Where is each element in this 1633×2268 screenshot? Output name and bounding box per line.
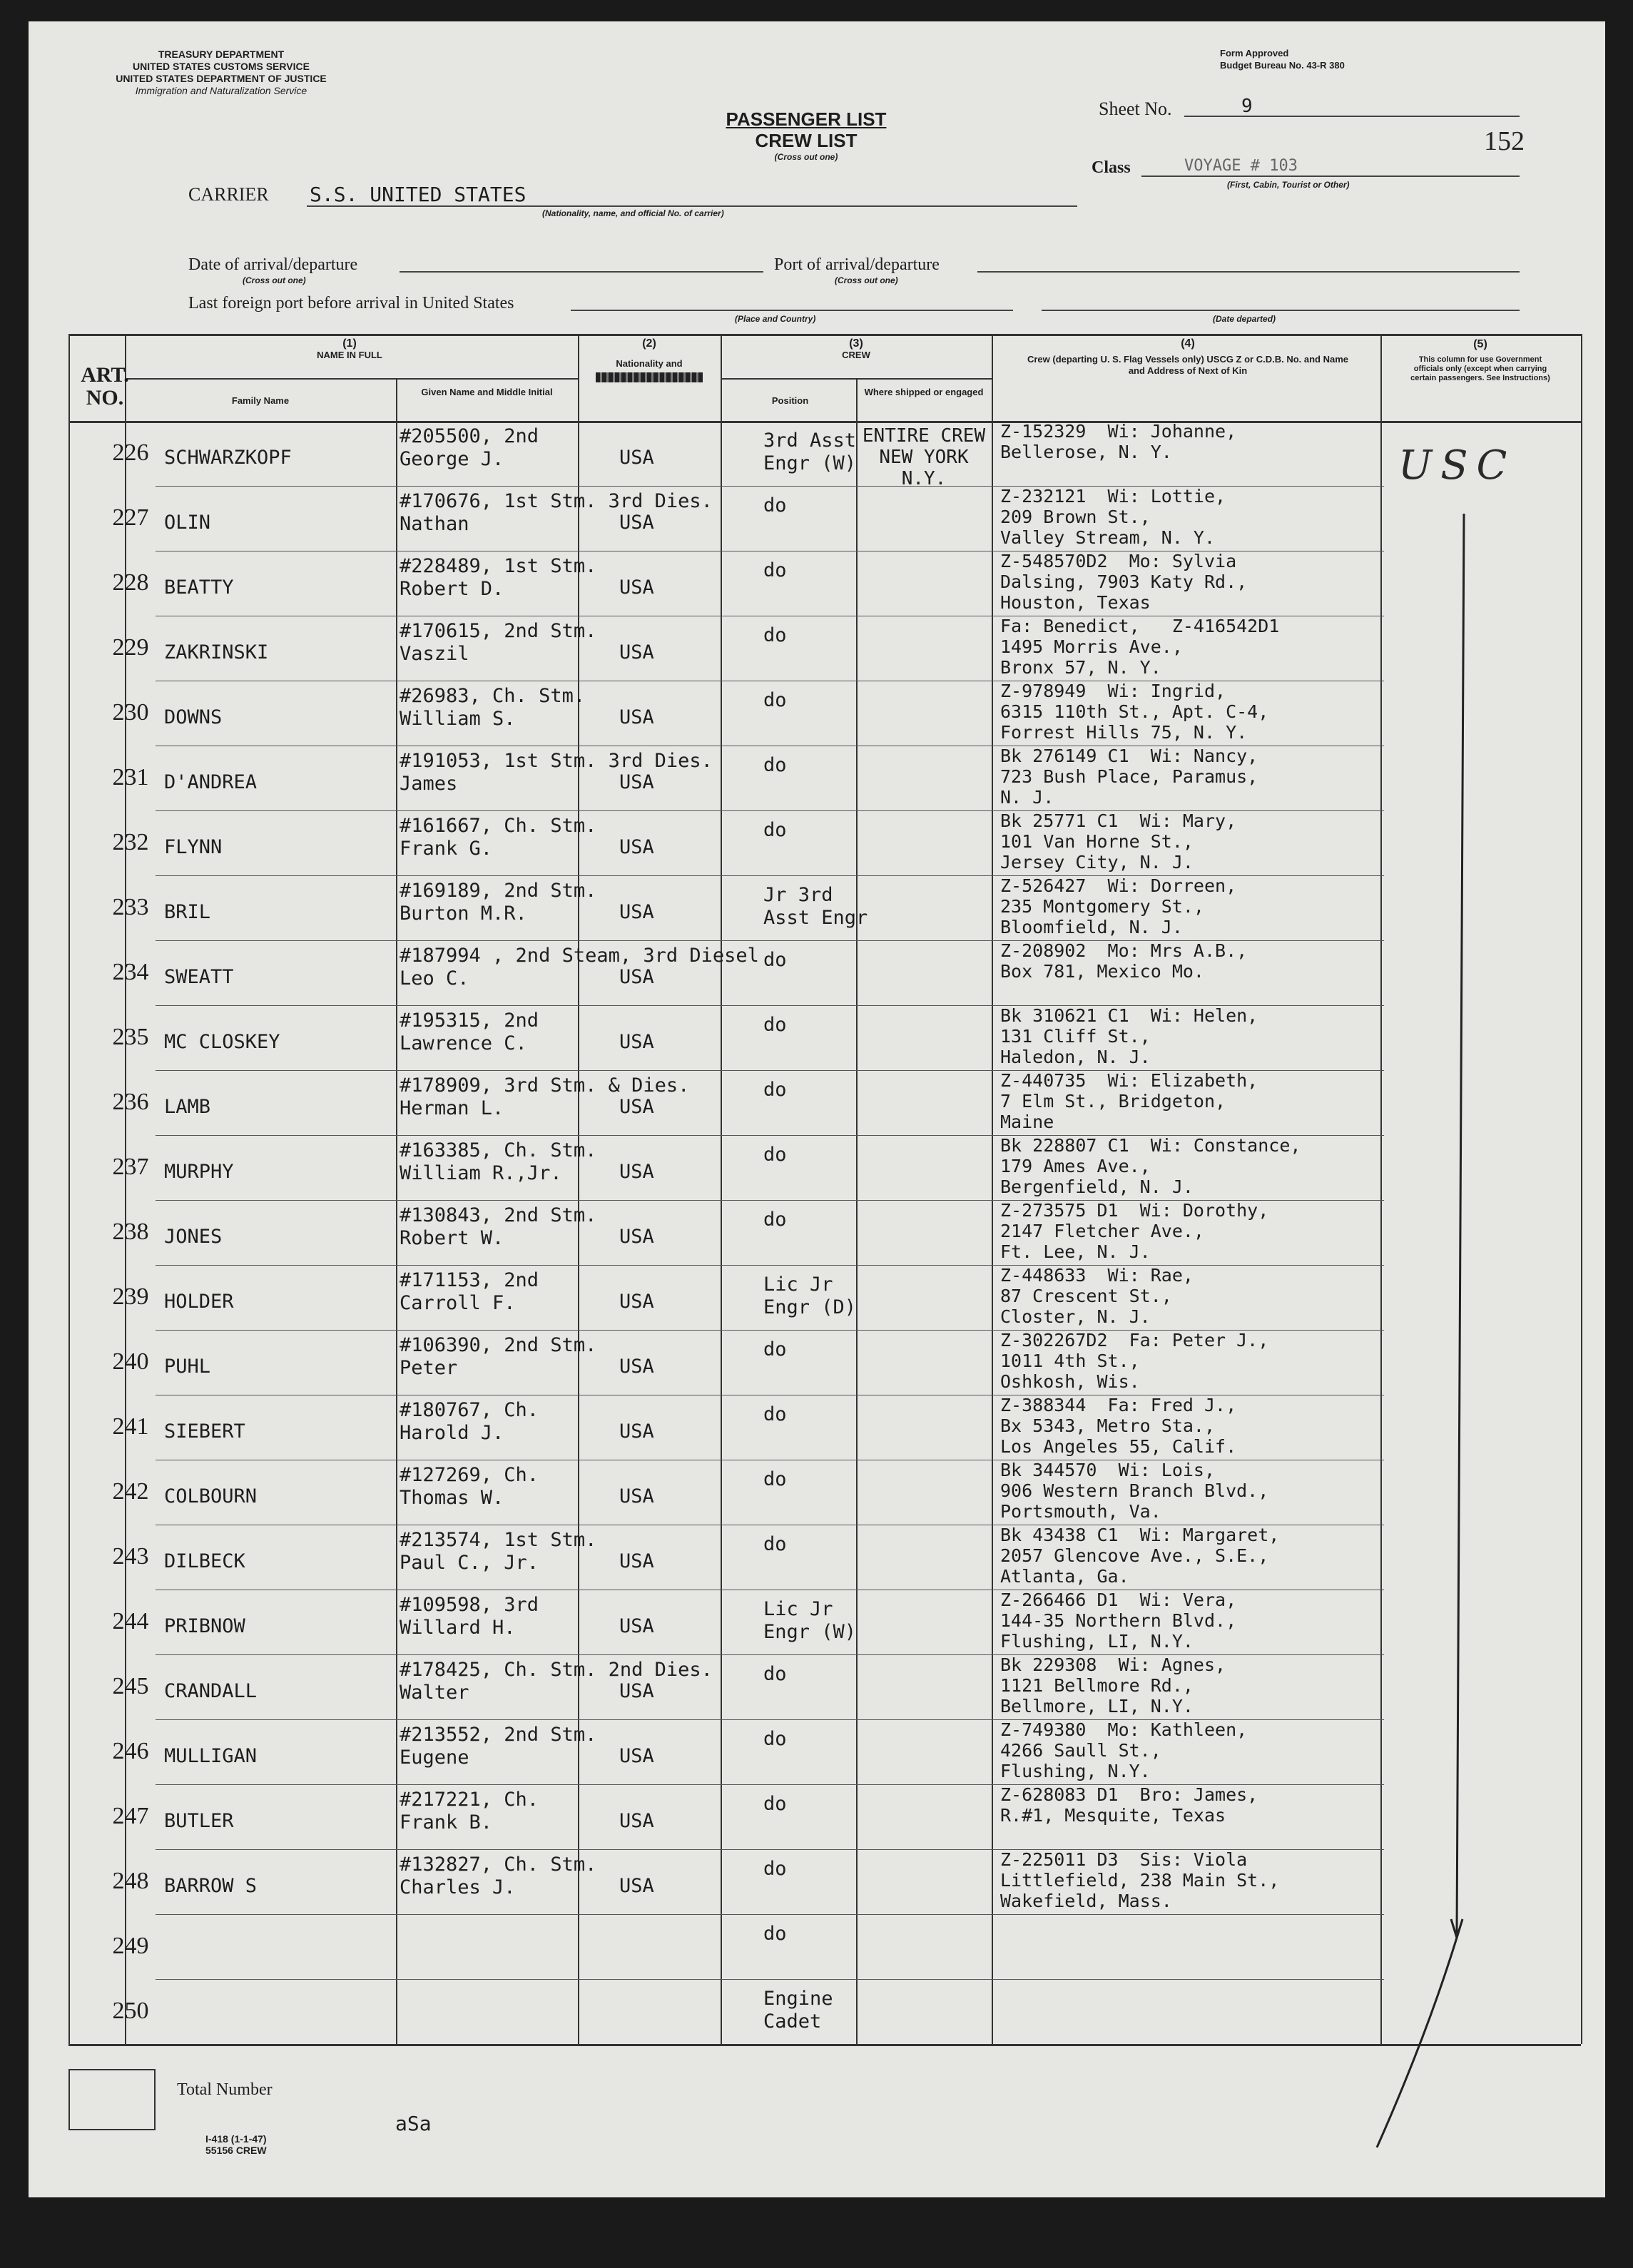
- crew-position: do: [763, 754, 787, 776]
- given-name: #213574, 1st Stm. Paul C., Jr.: [400, 1529, 597, 1574]
- title-crew-list: CREW LIST: [755, 130, 858, 151]
- art-number: 235: [112, 1024, 149, 1050]
- family-name: HOLDER: [164, 1291, 234, 1313]
- family-name: MURPHY: [164, 1161, 234, 1183]
- last-port-underline: [571, 310, 1013, 311]
- art-number: 245: [112, 1673, 149, 1699]
- art-number: 236: [112, 1089, 149, 1115]
- given-name: #161667, Ch. Stm. Frank G.: [400, 815, 597, 860]
- nationality: USA: [619, 1420, 654, 1443]
- next-of-kin: Bk 43438 C1 Wi: Margaret, 2057 Glencove Ave., S.E., Atlanta, Ga.: [1000, 1525, 1280, 1587]
- given-name: #228489, 1st Stm. Robert D.: [400, 555, 597, 600]
- family-name: MULLIGAN: [164, 1745, 258, 1767]
- crew-position: do: [763, 1338, 787, 1361]
- col4-header: [999, 338, 1377, 377]
- total-number-box: [68, 2069, 156, 2130]
- family-name: PRIBNOW: [164, 1615, 245, 1637]
- sheet-underline: [1184, 116, 1520, 117]
- col3-header: [724, 338, 988, 361]
- carrier-note: (Nationality, name, and official No. of carrier): [542, 208, 724, 218]
- next-of-kin: Z-978949 Wi: Ingrid, 6315 110th St., Apt. C-4, Forrest Hills 75, N. Y.: [1000, 681, 1269, 743]
- col4-number: (4): [1181, 337, 1195, 350]
- nationality: USA: [619, 1810, 654, 1832]
- next-of-kin: Z-302267D2 Fa: Peter J., 1011 4th St., Oshkosh, Wis.: [1000, 1330, 1269, 1392]
- crew-position: do: [763, 1209, 787, 1231]
- col5-header: [1384, 338, 1577, 383]
- given-name: #163385, Ch. Stm. William R.,Jr.: [400, 1139, 597, 1184]
- art-number: 226: [112, 439, 149, 466]
- given-name: #170615, 2nd Stm. Vaszil: [400, 620, 597, 665]
- family-name: LAMB: [164, 1096, 211, 1118]
- art-number: 239: [112, 1283, 149, 1310]
- family-name: BEATTY: [164, 576, 234, 599]
- crew-position: do: [763, 1728, 787, 1750]
- next-of-kin: Z-232121 Wi: Lottie, 209 Brown St., Valley Stream, N. Y.: [1000, 486, 1226, 548]
- family-name: ZAKRINSKI: [164, 641, 269, 663]
- nationality: USA: [619, 836, 654, 858]
- art-number: 243: [112, 1543, 149, 1570]
- port-note: (Cross out one): [835, 275, 898, 285]
- family-name: DILBECK: [164, 1550, 245, 1572]
- crew-position: do: [763, 689, 787, 711]
- crew-position: do: [763, 1014, 787, 1036]
- family-name: DOWNS: [164, 706, 223, 728]
- crew-position: do: [763, 1663, 787, 1685]
- next-of-kin: Z-152329 Wi: Johanne, Bellerose, N. Y.: [1000, 421, 1237, 462]
- agency-header: [71, 49, 371, 97]
- given-name: #217221, Ch. Frank B.: [400, 1789, 539, 1834]
- col5-title: This column for use Government officials only (except when carrying certain passengers. See Instructions): [1410, 355, 1550, 382]
- official-mark: USC: [1398, 442, 1516, 489]
- next-of-kin: Z-548570D2 Mo: Sylvia Dalsing, 7903 Katy Rd., Houston, Texas: [1000, 551, 1248, 613]
- given-name: #170676, 1st Stm. 3rd Dies. Nathan: [400, 490, 713, 535]
- col2-header: [581, 338, 717, 382]
- page-number: 152: [1484, 126, 1525, 156]
- nationality: USA: [619, 1680, 654, 1702]
- art-number: 231: [112, 764, 149, 790]
- date-departed-note: (Date departed): [1213, 314, 1276, 324]
- typist-initials: aSa: [395, 2112, 432, 2135]
- table-row: [29, 421, 1598, 486]
- title-note: (Cross out one): [774, 152, 838, 162]
- family-name: COLBOURN: [164, 1485, 258, 1507]
- col1-number: (1): [342, 337, 357, 350]
- official-check-line: [1270, 478, 1484, 2162]
- table-top-border: [68, 334, 1581, 336]
- nationality: USA: [619, 1291, 654, 1313]
- col-position-header: Position: [771, 395, 809, 406]
- class-underline: [1141, 176, 1520, 177]
- form-approved-line-2: Budget Bureau No. 43-R 380: [1220, 60, 1345, 71]
- crew-position: do: [763, 1468, 787, 1490]
- col5-number: (5): [1473, 338, 1487, 350]
- given-name: #178425, Ch. Stm. 2nd Dies. Walter: [400, 1659, 713, 1704]
- given-name: #191053, 1st Stm. 3rd Dies. James: [400, 750, 713, 795]
- form-sheet: [29, 21, 1605, 2197]
- next-of-kin: Bk 344570 Wi: Lois, 906 Western Branch Blvd., Portsmouth, Va.: [1000, 1460, 1269, 1522]
- family-name: MC CLOSKEY: [164, 1031, 280, 1053]
- family-name: SCHWARZKOPF: [164, 447, 292, 469]
- col4-title: Crew (departing U. S. Flag Vessels only) USCG Z or C.D.B. No. and Name and Address of Next of Kin: [1027, 354, 1349, 376]
- given-name: #171153, 2nd Carroll F.: [400, 1269, 539, 1314]
- form-number-line-1: I-418 (1-1-47): [205, 2133, 267, 2145]
- col2-struck-word: [596, 372, 703, 382]
- date-departed-underline: [1042, 310, 1520, 311]
- class-note: (First, Cabin, Tourist or Other): [1227, 180, 1350, 190]
- nationality: USA: [619, 1031, 654, 1053]
- crew-position: do: [763, 559, 787, 581]
- art-number: 237: [112, 1154, 149, 1180]
- col2-number: (2): [642, 337, 656, 350]
- given-name: #127269, Ch. Thomas W.: [400, 1464, 539, 1509]
- art-number: 246: [112, 1738, 149, 1764]
- art-number: 240: [112, 1348, 149, 1375]
- art-number: 238: [112, 1219, 149, 1245]
- family-name: BRIL: [164, 901, 211, 923]
- next-of-kin: Z-628083 D1 Bro: James, R.#1, Mesquite, Texas: [1000, 1784, 1258, 1826]
- class-label: Class: [1092, 158, 1131, 177]
- crew-position: do: [763, 494, 787, 517]
- total-number-label: Total Number: [177, 2080, 273, 2099]
- nationality: USA: [619, 1745, 654, 1767]
- col1-title: NAME IN FULL: [317, 350, 382, 360]
- art-number: 229: [112, 634, 149, 661]
- art-number: 228: [112, 569, 149, 596]
- family-name: PUHL: [164, 1356, 211, 1378]
- nationality: USA: [619, 771, 654, 793]
- next-of-kin: Z-440735 Wi: Elizabeth, 7 Elm St., Bridgeton, Maine: [1000, 1070, 1258, 1132]
- next-of-kin: Z-273575 D1 Wi: Dorothy, 2147 Fletcher Ave., Ft. Lee, N. J.: [1000, 1200, 1269, 1262]
- crew-position: do: [763, 1079, 787, 1101]
- family-name: SIEBERT: [164, 1420, 245, 1443]
- port-underline: [977, 271, 1520, 273]
- col3-number: (3): [849, 337, 863, 350]
- crew-position: Jr 3rd Asst Engr: [763, 884, 868, 929]
- given-name: #26983, Ch. Stm. William S.: [400, 685, 586, 730]
- last-port-label: Last foreign port before arrival in United States: [188, 294, 514, 312]
- nationality: USA: [619, 641, 654, 663]
- family-name: BARROW S: [164, 1875, 258, 1897]
- art-number: 242: [112, 1478, 149, 1505]
- port-label: Port of arrival/departure: [774, 255, 940, 274]
- art-number: 244: [112, 1608, 149, 1634]
- agency-line-1: TREASURY DEPARTMENT: [158, 49, 285, 60]
- date-note: (Cross out one): [243, 275, 306, 285]
- nationality: USA: [619, 1550, 654, 1572]
- col-where-shipped-header: Where shipped or engaged: [864, 387, 984, 397]
- family-name: CRANDALL: [164, 1680, 258, 1702]
- nationality: USA: [619, 1615, 654, 1637]
- art-number: 248: [112, 1868, 149, 1894]
- next-of-kin: Z-266466 D1 Wi: Vera, 144-35 Northern Blvd., Flushing, LI, N.Y.: [1000, 1590, 1237, 1652]
- agency-line-2: UNITED STATES CUSTOMS SERVICE: [133, 61, 310, 72]
- next-of-kin: Fa: Benedict, Z-416542D1 1495 Morris Ave., Bronx 57, N. Y.: [1000, 616, 1280, 678]
- crew-position: do: [763, 819, 787, 841]
- place-country-note: (Place and Country): [735, 314, 816, 324]
- given-name: #195315, 2nd Lawrence C.: [400, 1010, 539, 1054]
- crew-position: do: [763, 1858, 787, 1880]
- given-name: #130843, 2nd Stm. Robert W.: [400, 1204, 597, 1249]
- col3-title: CREW: [842, 350, 870, 360]
- crew-position: do: [763, 1533, 787, 1555]
- sheet-value: 9: [1241, 96, 1253, 117]
- nationality: USA: [619, 1485, 654, 1507]
- art-number: 247: [112, 1803, 149, 1829]
- col-family-name-header: Family Name: [231, 395, 290, 406]
- next-of-kin: Z-448633 Wi: Rae, 87 Crescent St., Closter, N. J.: [1000, 1265, 1194, 1327]
- nationality: USA: [619, 1875, 654, 1897]
- agency-line-4: Immigration and Naturalization Service: [135, 85, 307, 96]
- form-approved: [1220, 47, 1345, 71]
- family-name: FLYNN: [164, 836, 223, 858]
- nationality: USA: [619, 447, 654, 469]
- crew-position: do: [763, 1144, 787, 1166]
- art-number: 230: [112, 699, 149, 726]
- art-number: 249: [112, 1933, 149, 1959]
- crew-position: do: [763, 949, 787, 971]
- crew-position: do: [763, 1403, 787, 1425]
- given-name: #106390, 2nd Stm. Peter: [400, 1334, 597, 1379]
- title-passenger-list: PASSENGER LIST: [726, 108, 887, 130]
- col1-header: [125, 338, 574, 361]
- art-number: 241: [112, 1413, 149, 1440]
- col-art-no-header: ART. NO.: [81, 363, 129, 410]
- art-number: 250: [112, 1998, 149, 2024]
- given-name: #132827, Ch. Stm. Charles J.: [400, 1853, 597, 1898]
- art-number: 233: [112, 894, 149, 920]
- next-of-kin: Bk 229308 Wi: Agnes, 1121 Bellmore Rd., Bellmore, LI, N.Y.: [1000, 1654, 1226, 1717]
- given-name: #213552, 2nd Stm. Eugene: [400, 1724, 597, 1769]
- where-shipped-entry: ENTIRE CREW NEW YORK N.Y.: [862, 425, 986, 489]
- given-name: #187994 , 2nd Steam, 3rd Diesel Leo C.: [400, 945, 759, 990]
- crew-position: do: [763, 1793, 787, 1815]
- crew-position: do: [763, 1923, 787, 1945]
- carrier-value: S.S. UNITED STATES: [310, 183, 526, 206]
- nationality: USA: [619, 706, 654, 728]
- nationality: USA: [619, 966, 654, 988]
- next-of-kin: Z-749380 Mo: Kathleen, 4266 Saull St., Flushing, N.Y.: [1000, 1719, 1248, 1781]
- given-name: #205500, 2nd George J.: [400, 425, 539, 470]
- next-of-kin: Bk 228807 C1 Wi: Constance, 179 Ames Ave., Bergenfield, N. J.: [1000, 1135, 1301, 1197]
- given-name: #169189, 2nd Stm. Burton M.R.: [400, 880, 597, 925]
- col-given-name-header: Given Name and Middle Initial: [421, 387, 553, 397]
- nationality: USA: [619, 512, 654, 534]
- next-of-kin: Bk 25771 C1 Wi: Mary, 101 Van Horne St., Jersey City, N. J.: [1000, 810, 1237, 873]
- crew-position: Engine Cadet: [763, 1988, 833, 2033]
- given-name: #178909, 3rd Stm. & Dies. Herman L.: [400, 1074, 690, 1119]
- agency-line-3: UNITED STATES DEPARTMENT OF JUSTICE: [116, 73, 327, 84]
- date-underline: [400, 271, 763, 273]
- class-value: VOYAGE # 103: [1184, 157, 1298, 175]
- given-name: #109598, 3rd Willard H.: [400, 1594, 539, 1639]
- family-name: BUTLER: [164, 1810, 234, 1832]
- nationality: USA: [619, 576, 654, 599]
- family-name: SWEATT: [164, 966, 234, 988]
- art-number: 227: [112, 504, 149, 531]
- form-number-line-2: 55156 CREW: [205, 2145, 267, 2156]
- form-approved-line-1: Form Approved: [1220, 48, 1289, 59]
- given-name: #180767, Ch. Harold J.: [400, 1399, 539, 1444]
- nationality: USA: [619, 901, 654, 923]
- art-number: 232: [112, 829, 149, 855]
- next-of-kin: Z-388344 Fa: Fred J., Bx 5343, Metro Sta., Los Angeles 55, Calif.: [1000, 1395, 1237, 1457]
- form-number: [205, 2133, 267, 2156]
- nationality: USA: [619, 1096, 654, 1118]
- art-number: 234: [112, 959, 149, 985]
- crew-position: Lic Jr Engr (W): [763, 1598, 857, 1643]
- next-of-kin: Z-526427 Wi: Dorreen, 235 Montgomery St., Bloomfield, N. J.: [1000, 875, 1237, 937]
- list-title: [699, 108, 913, 163]
- next-of-kin: Z-225011 D3 Sis: Viola Littlefield, 238 Main St., Wakefield, Mass.: [1000, 1849, 1280, 1911]
- nationality: USA: [619, 1356, 654, 1378]
- next-of-kin: Bk 310621 C1 Wi: Helen, 131 Cliff St., Haledon, N. J.: [1000, 1005, 1258, 1067]
- col2-title: Nationality and: [616, 358, 683, 369]
- family-name: D'ANDREA: [164, 771, 258, 793]
- crew-position: do: [763, 624, 787, 646]
- next-of-kin: Bk 276149 C1 Wi: Nancy, 723 Bush Place, Paramus, N. J.: [1000, 746, 1258, 808]
- date-label: Date of arrival/departure: [188, 255, 358, 274]
- nationality: USA: [619, 1226, 654, 1248]
- family-name: OLIN: [164, 512, 211, 534]
- crew-position: Lic Jr Engr (D): [763, 1273, 857, 1318]
- nationality: USA: [619, 1161, 654, 1183]
- col1-subheader-line: [125, 378, 578, 380]
- crew-position: 3rd Asst Engr (W): [763, 429, 857, 474]
- sheet-label: Sheet No.: [1099, 98, 1172, 119]
- family-name: JONES: [164, 1226, 223, 1248]
- carrier-label: CARRIER: [188, 184, 269, 205]
- next-of-kin: Z-208902 Mo: Mrs A.B., Box 781, Mexico Mo.: [1000, 940, 1248, 982]
